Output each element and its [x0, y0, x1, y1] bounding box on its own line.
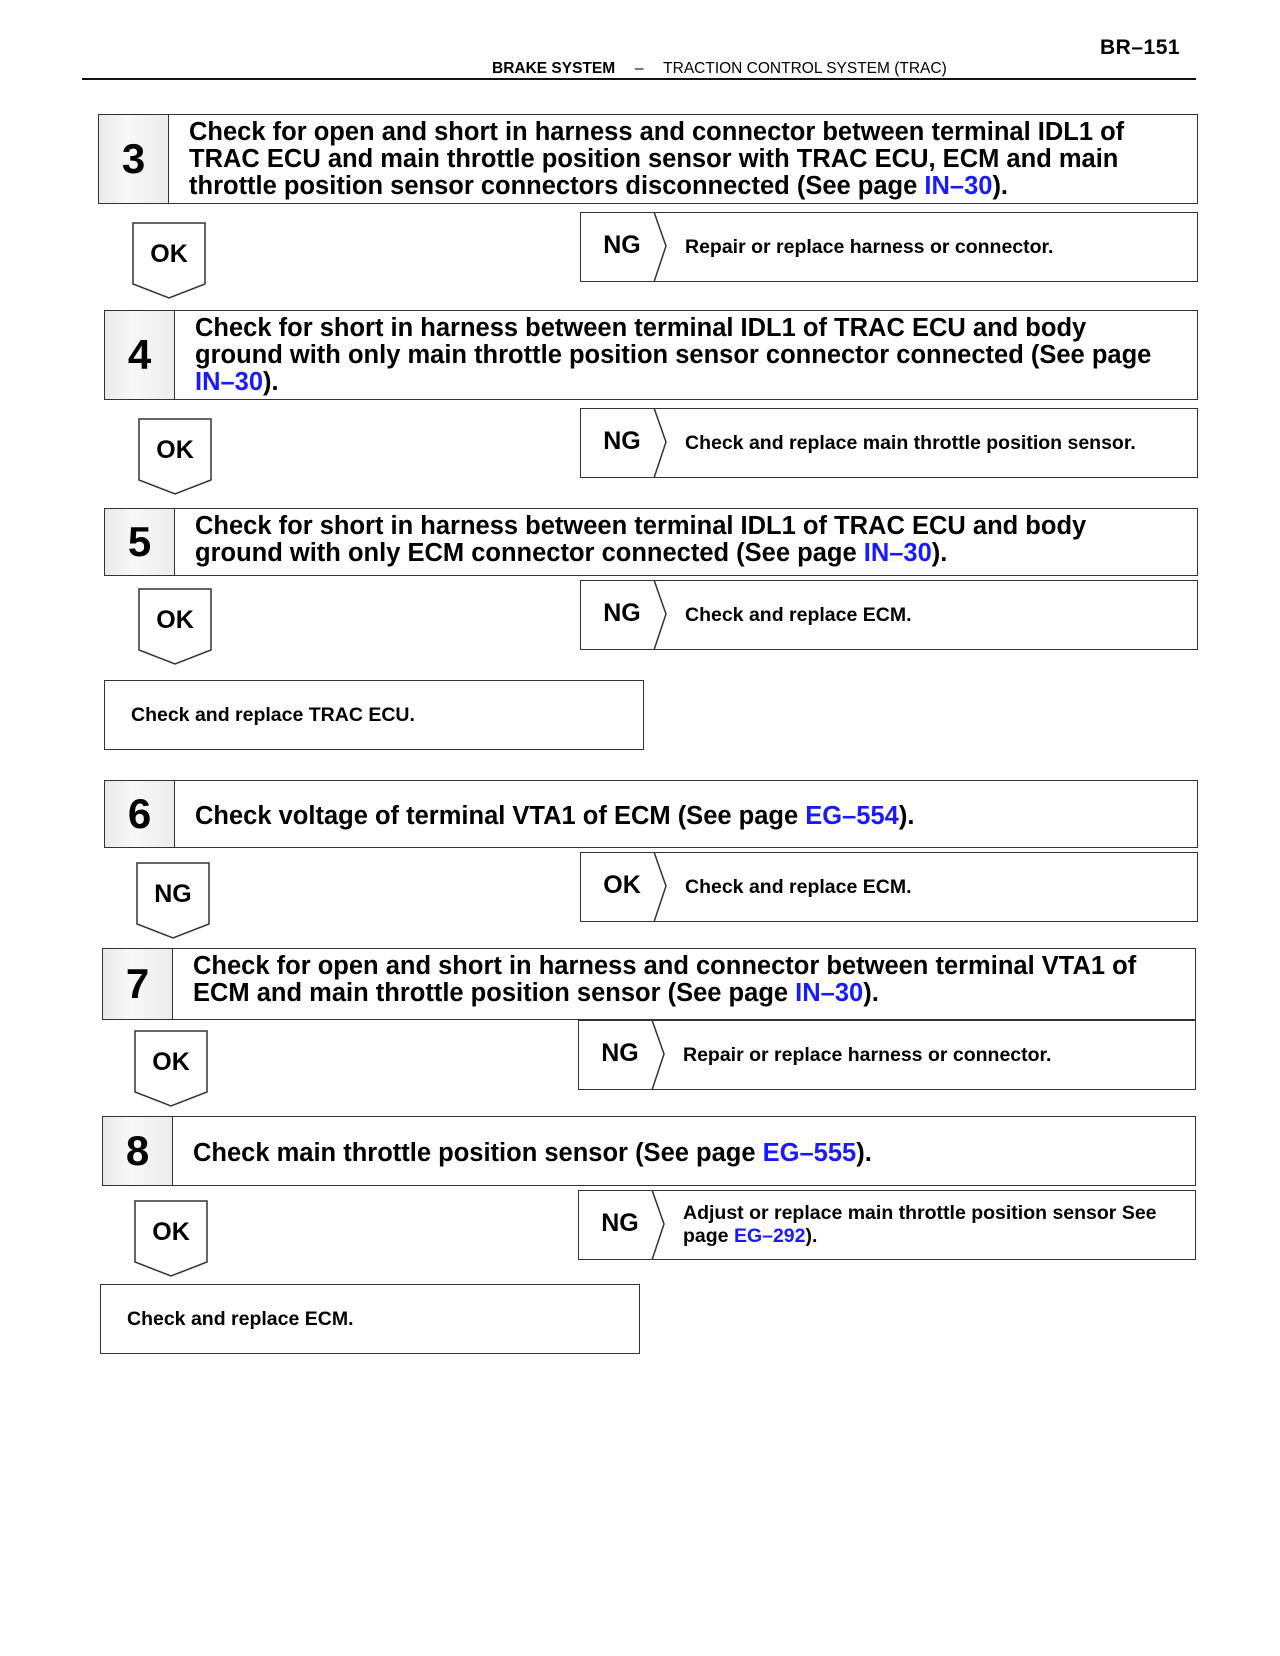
ng-result-box	[578, 1020, 1196, 1090]
page-link[interactable]: EG–292	[733, 1225, 806, 1247]
ok-arrow: OK	[138, 588, 212, 674]
ok-arrow: OK	[138, 418, 212, 504]
page-link[interactable]: IN–30	[795, 979, 864, 1007]
page-link[interactable]: EG–554	[805, 801, 899, 830]
ok-arrow: OK	[134, 1200, 208, 1286]
end-result-box: Check and replace TRAC ECU.	[104, 680, 644, 750]
ok-arrow: OK	[132, 222, 206, 308]
page-header	[492, 60, 947, 78]
step-number: 7	[103, 949, 173, 1019]
ok-action: Check and replace ECM.	[685, 875, 912, 898]
step-number: 6	[105, 781, 175, 847]
page-number: BR–151	[1100, 36, 1181, 59]
step-number: 4	[105, 311, 175, 399]
header-rule	[82, 78, 1196, 80]
step-3-box	[98, 114, 1198, 204]
step-instruction: Check for short in harness between terminal IDL1 of TRAC ECU and body ground with only ECM connector connected (See page IN–30).	[195, 512, 1087, 567]
ng-result-box	[578, 1190, 1196, 1260]
section-title: BRAKE SYSTEM	[492, 60, 616, 77]
step-instruction: Check for open and short in harness and connector between terminal IDL1 of TRAC ECU and main throttle position sensor with TRAC ECU, ECM and main throttle position sensor connectors disconnected (See page IN–30).	[189, 118, 1125, 200]
ng-action: Check and replace main throttle position sensor.	[685, 431, 1136, 454]
ok-label: NG	[603, 599, 641, 627]
ng-action: Check and replace ECM.	[685, 603, 912, 626]
step-8-box	[102, 1116, 1196, 1186]
ng-result-box	[580, 408, 1198, 478]
subsection-title: TRACTION CONTROL SYSTEM (TRAC)	[663, 60, 947, 77]
step-instruction: Check for short in harness between terminal IDL1 of TRAC ECU and body ground with only main throttle position sensor connector connected (See page IN–30).	[195, 314, 1152, 396]
step-instruction: Check main throttle position sensor (See page EG–555).	[193, 1138, 872, 1167]
ng-action: Repair or replace harness or connector.	[683, 1043, 1052, 1066]
header-separator: –	[634, 60, 644, 77]
ng-result-box	[580, 212, 1198, 282]
ng-arrow: NG	[136, 862, 210, 948]
ng-action: Adjust or replace main throttle position sensor See page EG–292).	[683, 1202, 1157, 1247]
step-number: 5	[105, 509, 175, 575]
ng-label: NG	[601, 1039, 639, 1067]
ng-label: NG	[601, 1209, 639, 1237]
ng-label: NG	[603, 427, 641, 455]
page-link[interactable]: EG–555	[762, 1138, 857, 1167]
end-result-box: Check and replace ECM.	[100, 1284, 640, 1354]
ok-arrow: OK	[134, 1030, 208, 1116]
ng-result-box	[580, 580, 1198, 650]
ng-action: Repair or replace harness or connector.	[685, 235, 1054, 258]
step-number: 3	[99, 115, 169, 203]
ok-result-box	[580, 852, 1198, 922]
step-instruction: Check for open and short in harness and connector between terminal VTA1 of ECM and main throttle position sensor (See page IN–30).	[193, 952, 1137, 1007]
step-number: 8	[103, 1117, 173, 1185]
ng-label: NG	[603, 231, 641, 259]
step-6-box	[104, 780, 1198, 848]
page-link[interactable]: IN–30	[195, 368, 264, 396]
step-7-box	[102, 948, 1196, 1020]
step-4-box	[104, 310, 1198, 400]
page-link[interactable]: IN–30	[863, 539, 932, 567]
step-instruction: Check voltage of terminal VTA1 of ECM (See page EG–554).	[195, 801, 915, 830]
step-5-box	[104, 508, 1198, 576]
page-link[interactable]: IN–30	[924, 172, 993, 200]
ok-label: OK	[603, 871, 641, 899]
